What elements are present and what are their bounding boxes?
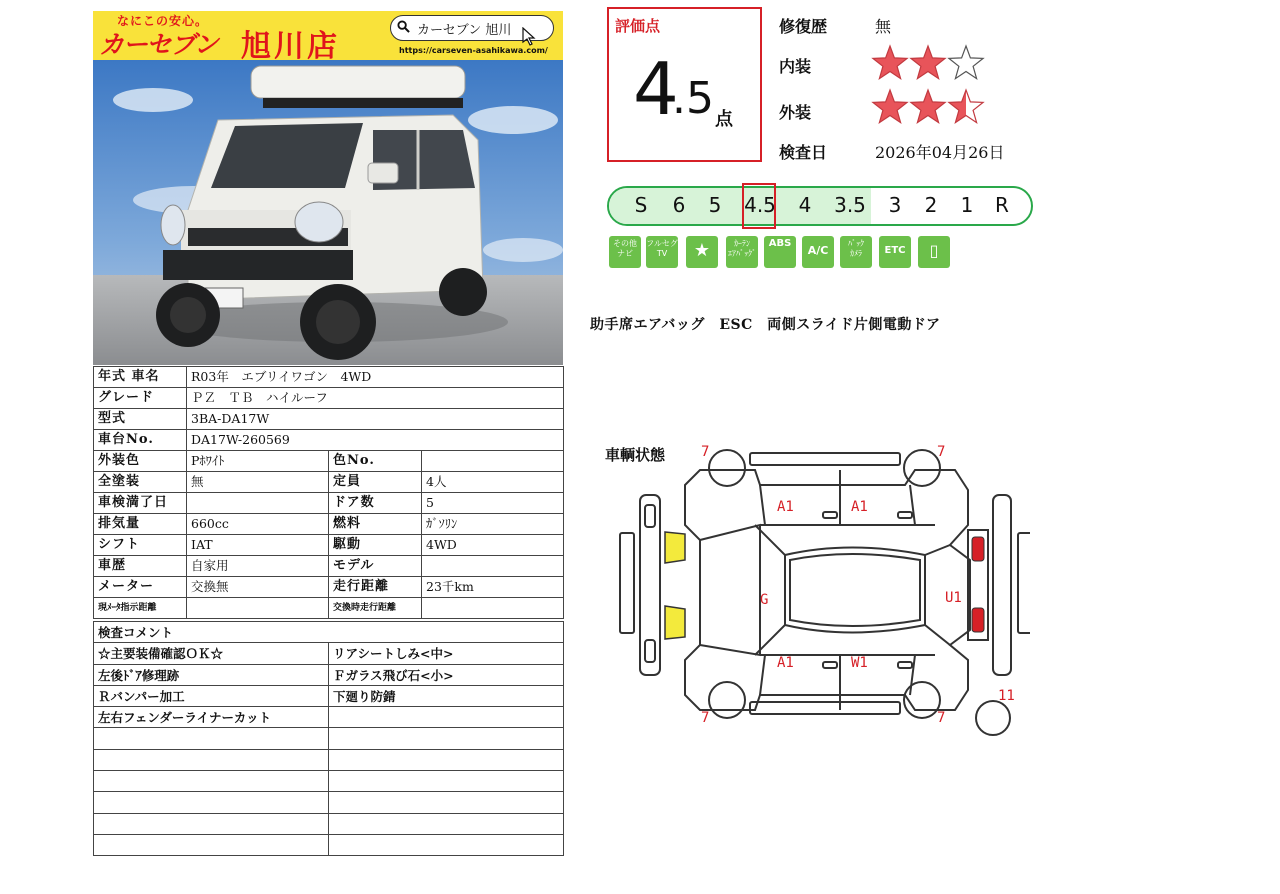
table-row: [94, 409, 564, 430]
spec-value: [187, 598, 329, 619]
search-icon: [397, 20, 410, 33]
repair-history-label: 修復歴: [779, 17, 828, 36]
mark-rear-left-wheel: 7: [701, 710, 710, 726]
mark-roof-left: G: [760, 592, 769, 608]
table-row: [94, 472, 564, 493]
air-conditioner-icon: A/C: [802, 236, 834, 268]
mark-front-right-wheel: 7: [937, 444, 946, 460]
scale-grade-5: 5: [708, 193, 722, 217]
mark-rear-right-wheel: 7: [937, 710, 946, 726]
table-row: [94, 749, 564, 770]
spec-value: [422, 451, 564, 472]
table-row: [94, 598, 564, 619]
table-row: [94, 813, 564, 834]
mark-front-door-right: A1: [777, 499, 794, 515]
table-row: [94, 556, 564, 577]
scale-grade-s: S: [634, 193, 648, 217]
spec-value: 4WD: [422, 535, 564, 556]
spec-value: [422, 598, 564, 619]
spec-table: [93, 366, 564, 619]
spec-label: 外装色: [94, 451, 187, 472]
spec-label: 車歴: [94, 556, 187, 577]
spec-label: 排気量: [94, 514, 187, 535]
spec-value: [187, 493, 329, 514]
banner-tagline: なにこの安心。: [117, 14, 209, 28]
navigation-icon: その他 ナビ: [609, 236, 641, 268]
banner-brand-logo: カーセブン: [99, 30, 218, 59]
scale-grade-2: 2: [924, 193, 938, 217]
spec-label: シフト: [94, 535, 187, 556]
spec-value: R03年 エブリイワゴン 4WD: [187, 367, 564, 388]
interior-label: 内装: [779, 57, 812, 76]
table-row: [94, 664, 564, 685]
spec-label: メーター: [94, 577, 187, 598]
spec-label: モデル: [329, 556, 422, 577]
inspection-date-value: 2026年04月26日: [875, 143, 1005, 162]
mark-front-door-left: A1: [851, 499, 868, 515]
comment-cell: [329, 707, 564, 728]
table-row: [94, 493, 564, 514]
spec-label: 年式 車名: [94, 367, 187, 388]
comment-cell: リアシートしみ<中>: [329, 643, 564, 664]
exterior-stars: [870, 88, 990, 128]
vehicle-photo: [93, 60, 563, 365]
comment-cell: [94, 771, 329, 792]
smart-key-icon: ▯: [918, 236, 950, 268]
spec-label: グレード: [94, 388, 187, 409]
scale-grade-4-5: 4.5: [744, 193, 776, 217]
comment-cell: [94, 834, 329, 855]
spec-label: 駆動: [329, 535, 422, 556]
score-integer: 4: [633, 47, 673, 131]
dealer-banner: [93, 11, 563, 60]
tv-icon: フルセグ TV: [646, 236, 678, 268]
table-row: [94, 792, 564, 813]
scale-current-highlight: [742, 183, 776, 229]
spec-label: 色No.: [329, 451, 422, 472]
abs-icon: ABS: [764, 236, 796, 268]
banner-search-text: カーセブン 旭川: [417, 23, 512, 38]
spec-value: 交換無: [187, 577, 329, 598]
score-box: [607, 7, 762, 162]
comment-cell: Ｆガラス飛び石<小>: [329, 664, 564, 685]
spec-value: [422, 556, 564, 577]
spec-label: 車検満了日: [94, 493, 187, 514]
table-row: [94, 388, 564, 409]
scale-grade-3: 3: [888, 193, 902, 217]
etc-icon: ETC: [879, 236, 911, 268]
comment-cell: [329, 792, 564, 813]
comment-cell: 左後ﾄﾞｱ修理跡: [94, 664, 329, 685]
table-row: [94, 643, 564, 664]
scale-grade-6: 6: [672, 193, 686, 217]
spec-label: 全塗装: [94, 472, 187, 493]
spec-label: ドア数: [329, 493, 422, 514]
exterior-label: 外装: [779, 103, 812, 122]
comment-cell: [329, 771, 564, 792]
comment-cell: Ｒバンパー加工: [94, 685, 329, 706]
table-row: [94, 514, 564, 535]
alloy-wheel-icon: ★: [686, 236, 718, 268]
spec-label: 交換時走行距離: [329, 598, 422, 619]
scale-grade-r: R: [995, 193, 1009, 217]
comment-cell: [94, 792, 329, 813]
table-row: [94, 707, 564, 728]
spec-value: ＰＺ ＴＢ ハイルーフ: [187, 388, 564, 409]
scale-grade-3-5: 3.5: [834, 193, 866, 217]
spec-value: 無: [187, 472, 329, 493]
spec-value: 5: [422, 493, 564, 514]
mark-spare: 11: [998, 688, 1015, 704]
comment-cell: [329, 749, 564, 770]
spec-value: 自家用: [187, 556, 329, 577]
spec-label: 走行距離: [329, 577, 422, 598]
table-row: [94, 451, 564, 472]
table-row: [94, 834, 564, 855]
comment-cell: [329, 834, 564, 855]
table-row: [94, 771, 564, 792]
table-row: [94, 685, 564, 706]
comment-cell: [329, 728, 564, 749]
comments-title: 検査コメント: [94, 622, 564, 643]
score-label: 評価点: [615, 17, 661, 35]
table-row: [94, 535, 564, 556]
comment-cell: [94, 813, 329, 834]
comment-cell: [94, 728, 329, 749]
inspection-comments-table: [93, 621, 564, 856]
spec-value: DA17W-260569: [187, 430, 564, 451]
table-row: [94, 430, 564, 451]
spec-label: 車台No.: [94, 430, 187, 451]
interior-stars: [870, 44, 990, 84]
score-unit: 点: [715, 109, 733, 130]
score-decimal: .5: [672, 73, 714, 124]
spec-label: 燃料: [329, 514, 422, 535]
inspection-date-label: 検査日: [779, 143, 828, 162]
spec-value: IAT: [187, 535, 329, 556]
banner-shop-name: 旭川店: [241, 29, 340, 60]
comment-cell: ☆主要装備確認ＯＫ☆: [94, 643, 329, 664]
scale-grade-1: 1: [960, 193, 974, 217]
scale-grade-4: 4: [798, 193, 812, 217]
cursor-pointer-icon: [521, 27, 537, 47]
rating-scale: [607, 186, 1033, 226]
condition-title: 車輌状態: [605, 446, 666, 464]
comment-cell: 左右フェンダーライナーカット: [94, 707, 329, 728]
banner-url: https://carseven-asahikawa.com/: [399, 46, 548, 55]
mark-roof-right: U1: [945, 590, 962, 606]
interior-star-icon: [949, 46, 983, 79]
spec-value: 3BA-DA17W: [187, 409, 564, 430]
spec-value: 660cc: [187, 514, 329, 535]
back-camera-icon: ﾊﾞｯｸ ｶﾒﾗ: [840, 236, 872, 268]
spec-value: ｶﾞｿﾘﾝ: [422, 514, 564, 535]
table-row: [94, 728, 564, 749]
spec-value: 23千km: [422, 577, 564, 598]
comment-cell: [94, 749, 329, 770]
spec-label: 定員: [329, 472, 422, 493]
spec-label: 型式: [94, 409, 187, 430]
comment-cell: [329, 813, 564, 834]
vehicle-condition-diagram: [600, 440, 1030, 750]
table-row: [94, 622, 564, 643]
mark-front-left-wheel: 7: [701, 444, 710, 460]
table-row: [94, 577, 564, 598]
table-row: [94, 367, 564, 388]
comment-cell: 下廻り防錆: [329, 685, 564, 706]
spec-value: Pﾎﾜｲﾄ: [187, 451, 329, 472]
mark-rear-door-right: A1: [777, 655, 794, 671]
repair-history-value: 無: [875, 17, 892, 36]
extra-equipment-text: 助手席エアバッグ ESC 両側スライド片側電動ドア: [590, 317, 941, 333]
spec-label: 現ﾒｰﾀ指示距離: [94, 598, 187, 619]
mark-rear-door-left: W1: [851, 655, 868, 671]
curtain-airbag-icon: ｶｰﾃﾝ ｴｱﾊﾞｯｸﾞ: [726, 236, 758, 268]
spec-value: 4人: [422, 472, 564, 493]
